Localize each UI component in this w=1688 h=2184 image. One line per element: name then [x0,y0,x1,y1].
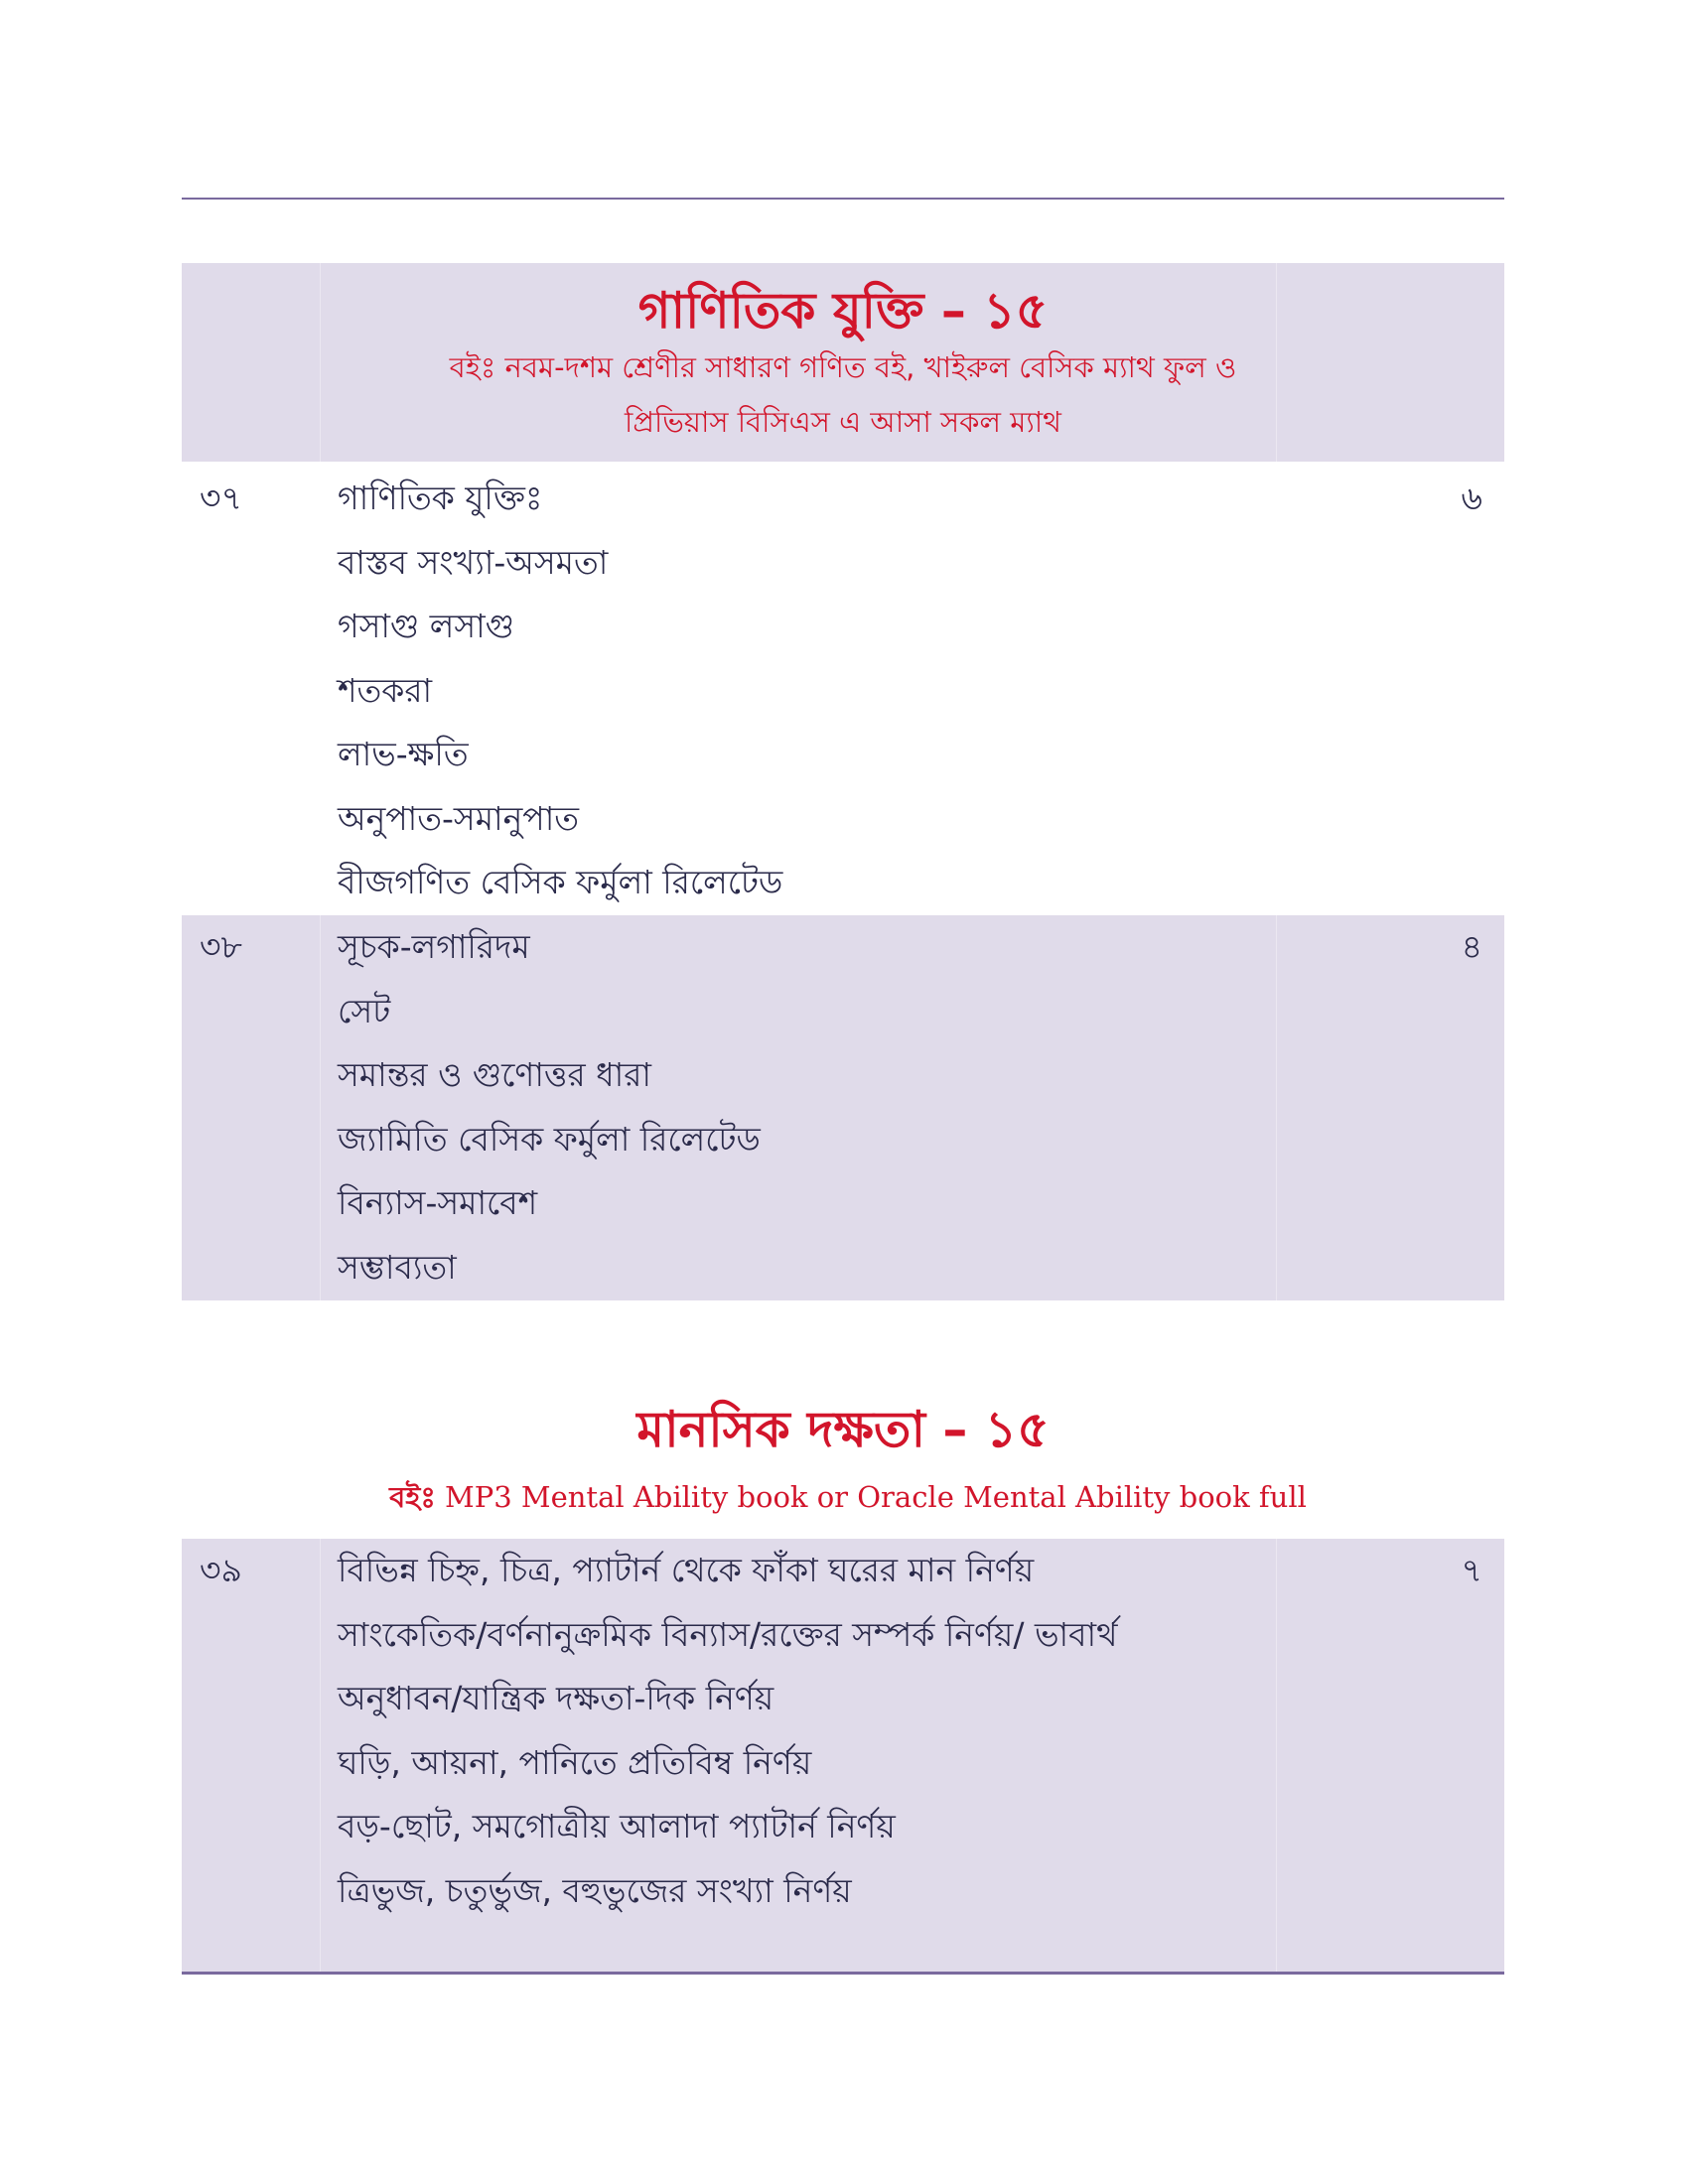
topic-item: সেট [338,991,391,1030]
book-line-2: প্রিভিয়াস বিসিএস এ আসা সকল ম্যাথ [625,405,1061,439]
row-number: ৩৮ [200,927,242,966]
section-header-math [182,263,1504,462]
topic-item: অনুধাবন/যান্ত্রিক দক্ষতা-দিক নির্ণয় [338,1679,774,1717]
topic-item: সাংকেতিক/বর্ণনানুক্রমিক বিন্যাস/রক্তের সম্পর্ক নির্ণয়/ ভাবার্থ [338,1614,1118,1654]
book-line-1: বইঃ নবম-দশম শ্রেণীর সাধারণ গণিত বই, খাইরুল বেসিক ম্যাথ ফুল ও [449,350,1237,384]
topic-item: সূচক-লগারিদম [338,927,530,966]
section-title: গাণিতিক যুক্তি – ১৫ [637,282,1049,340]
book-prefix: বইঃ [389,1480,436,1514]
bottom-rule [182,1972,1504,1975]
topic-item: বীজগণিত বেসিক ফর্মুলা রিলেটেড [338,863,783,901]
topic-item: ঘড়ি, আয়না, পানিতে প্রতিবিম্ব নির্ণয় [338,1742,812,1782]
topic-item: গাণিতিক যুক্তিঃ [338,478,543,517]
top-rule [182,198,1504,200]
topic-item: সম্ভাব্যতা [338,1247,457,1287]
row-number: ৩৭ [200,478,242,517]
topic-item: সমান্তর ও গুণোত্তর ধারা [338,1055,651,1094]
section-title: মানসিক দক্ষতা – ১৫ [636,1401,1050,1458]
page-count: ৭ [1461,1551,1482,1589]
topic-list [338,467,1266,915]
table-row [182,1539,1504,1972]
page-count: ৬ [1461,478,1482,517]
table-row [182,915,1504,1300]
book-line [182,1473,1504,1521]
topic-item: অনুপাত-সমানুপাত [338,798,580,838]
topic-list [338,915,1266,1299]
topic-item: লাভ-ক্ষতি [338,735,469,773]
topic-item: শতকরা [338,670,433,710]
page-count: ৪ [1461,927,1482,966]
topic-item: জ্যামিতি বেসিক ফর্মুলা রিলেটেড [338,1119,761,1159]
topic-item: গসাগু লসাগু [338,607,514,645]
book-title: MP3 Mental Ability book or Oracle Mental Ability book full [445,1480,1307,1514]
topic-item: বিভিন্ন চিহ্ন, চিত্র, প্যাটার্ন থেকে ফাঁকা ঘরের মান নির্ণয় [338,1551,1035,1589]
topic-item: ত্রিভুজ, চতুর্ভুজ, বহুভুজের সংখ্যা নির্ণয় [338,1870,852,1910]
section-header-mental [182,1400,1504,1539]
table-row [182,467,1504,915]
topic-item: বাস্তব সংখ্যা-অসমতা [338,542,609,582]
row-number: ৩৯ [200,1551,242,1589]
topic-item: বিন্যাস-সমাবেশ [338,1183,538,1222]
topic-list [338,1539,1266,1923]
topic-item: বড়-ছোট, সমগোত্রীয় আলাদা প্যাটার্ন নির্ণয় [338,1807,896,1845]
